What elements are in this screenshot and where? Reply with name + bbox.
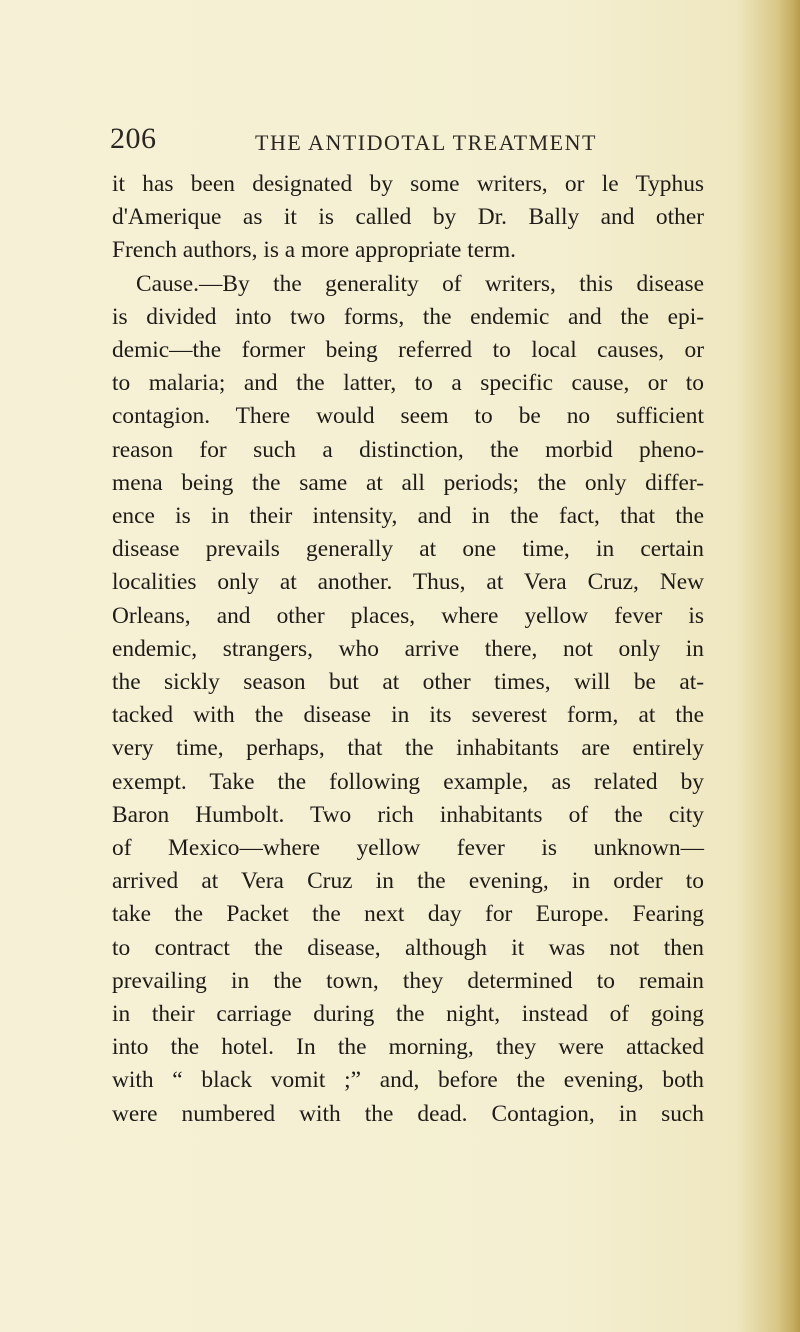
- text-line: were numbered with the dead. Contagion, in such: [112, 1100, 704, 1127]
- text-line: it has been designated by some writers, or le Typhus: [112, 171, 704, 197]
- text-line: mena being the same at all periods; the only differ-: [112, 469, 704, 496]
- text-line: in their carriage during the night, instead of going: [112, 1001, 704, 1028]
- text-line: Baron Humbolt. Two rich inhabitants of the city: [112, 801, 704, 828]
- page-edge-shadow: [778, 0, 800, 1332]
- running-head: THE ANTIDOTAL TREATMENT: [255, 130, 597, 155]
- text-line: disease prevails generally at one time, in certain: [112, 536, 704, 563]
- text-line: take the Packet the next day for Europe. Fearing: [112, 901, 704, 928]
- text-line: French authors, is a more appropriate term.: [112, 237, 517, 264]
- text-line: very time, perhaps, that the inhabitants are entirely: [112, 735, 704, 762]
- text-line: localities only at another. Thus, at Vera Cruz, New: [112, 569, 704, 596]
- text-line: into the hotel. In the morning, they were attacked: [112, 1034, 704, 1061]
- text-line: demic—the former being referred to local causes, or: [112, 337, 704, 364]
- text-line: Orleans, and other places, where yellow fever is: [112, 602, 704, 629]
- text-line: d'Amerique as it is called by Dr. Bally and other: [112, 204, 704, 231]
- text-line: arrived at Vera Cruz in the evening, in order to: [112, 868, 704, 895]
- body-text: [112, 168, 704, 1131]
- text-line: to contract the disease, although it was not then: [112, 934, 704, 961]
- text-line: is divided into two forms, the endemic and the epi-: [112, 303, 704, 330]
- text-line: ence is in their intensity, and in the fact, that the: [112, 503, 704, 530]
- page-number: 206: [110, 122, 157, 155]
- text-line: to malaria; and the latter, to a specific cause, or to: [112, 370, 704, 397]
- text-line: the sickly season but at other times, will be at-: [112, 669, 704, 696]
- text-line: reason for such a distinction, the morbid pheno-: [112, 436, 704, 463]
- text-line: contagion. There would seem to be no sufficient: [112, 403, 704, 430]
- text-line: of Mexico—where yellow fever is unknown—: [112, 835, 704, 862]
- text-line: tacked with the disease in its severest form, at the: [112, 702, 704, 729]
- text-line: exempt. Take the following example, as related by: [112, 768, 704, 795]
- text-line: endemic, strangers, who arrive there, not only in: [112, 635, 704, 662]
- text-line: Cause.—By the generality of writers, this disease: [136, 270, 704, 297]
- text-line: with “ black vomit ;” and, before the evening, both: [112, 1067, 704, 1094]
- text-line: prevailing in the town, they determined to remain: [112, 967, 704, 994]
